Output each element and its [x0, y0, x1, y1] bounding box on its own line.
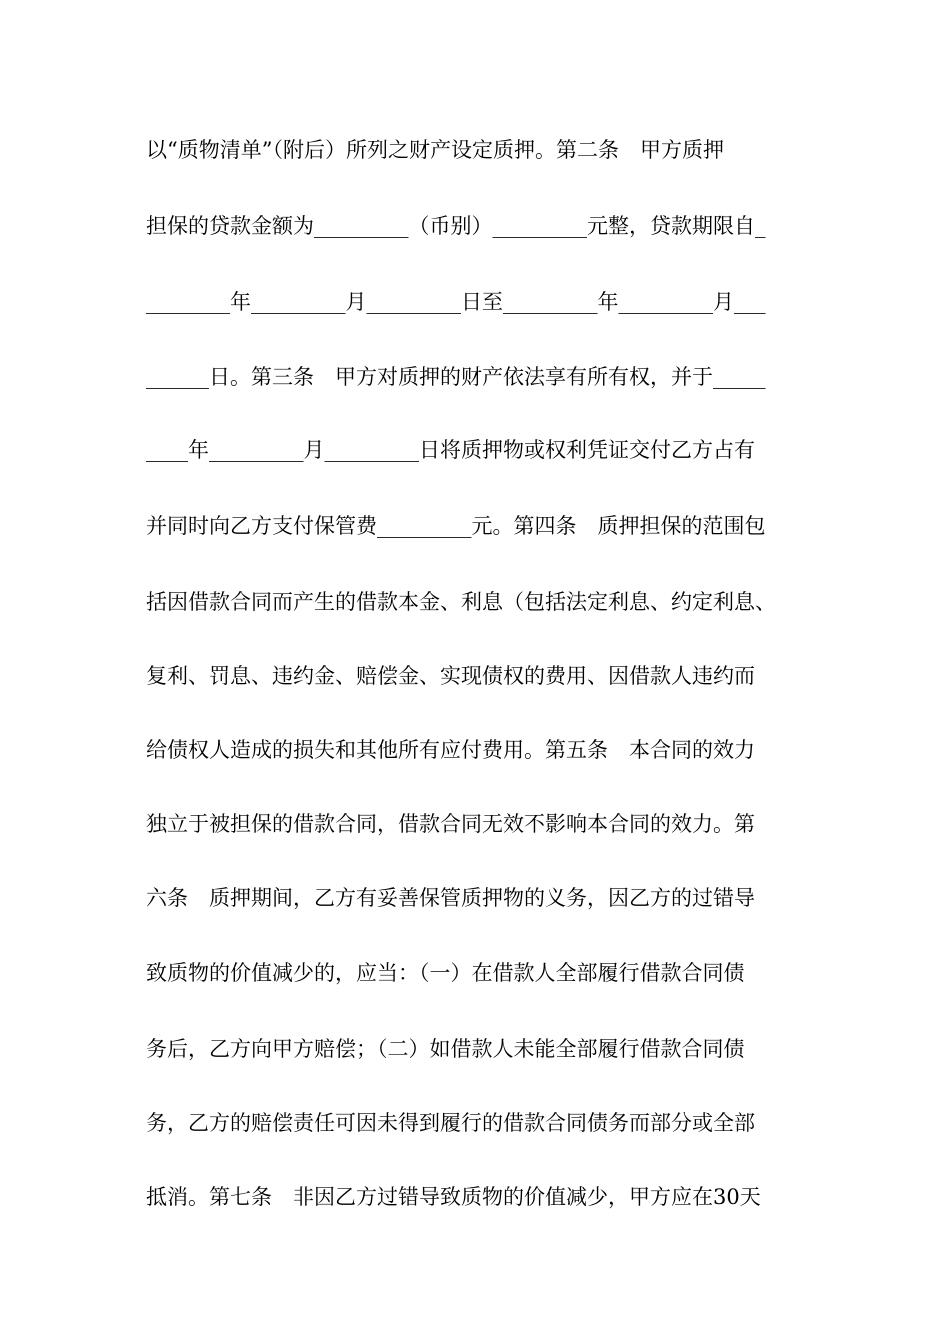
text-line: 并同时向乙方支付保管费_________元。第四条 质押担保的范围包 — [146, 514, 766, 538]
text-line: 致质物的价值减少的，应当：（一）在借款人全部履行借款合同债 — [146, 961, 745, 985]
text-line: ______日。第三条 甲方对质押的财产依法享有所有权，并于_____ — [146, 365, 766, 389]
text-line: 给债权人造成的损失和其他所有应付费用。第五条 本合同的效力 — [146, 738, 755, 762]
text-line: 括因借款合同而产生的借款本金、利息（包括法定利息、约定利息、 — [146, 590, 776, 614]
text-line: 复利、罚息、违约金、赔偿金、实现债权的费用、因借款人违约而 — [146, 664, 755, 688]
text-line: 独立于被担保的借款合同，借款合同无效不影响本合同的效力。第 — [146, 812, 755, 836]
text-line: 六条 质押期间，乙方有妥善保管质押物的义务，因乙方的过错导 — [146, 886, 755, 910]
text-line: 担保的贷款金额为_________（币别）_________元整，贷款期限自_ — [146, 214, 766, 238]
text-line: ________年_________月_________日至_________年_________月___ — [146, 290, 766, 314]
text-line: 以“质物清单”（附后）所列之财产设定质押。第二条 甲方质押 — [146, 138, 724, 162]
text-line: 务后，乙方向甲方赔偿；（二）如借款人未能全部履行借款合同债 — [146, 1037, 745, 1061]
text-line: 务，乙方的赔偿责任可因未得到履行的借款合同债务而部分或全部 — [146, 1111, 755, 1135]
text-line: ____年_________月_________日将质押物或权利凭证交付乙方占有 — [146, 438, 755, 462]
text-line: 抵消。第七条 非因乙方过错导致质物的价值减少，甲方应在30天 — [146, 1185, 761, 1209]
